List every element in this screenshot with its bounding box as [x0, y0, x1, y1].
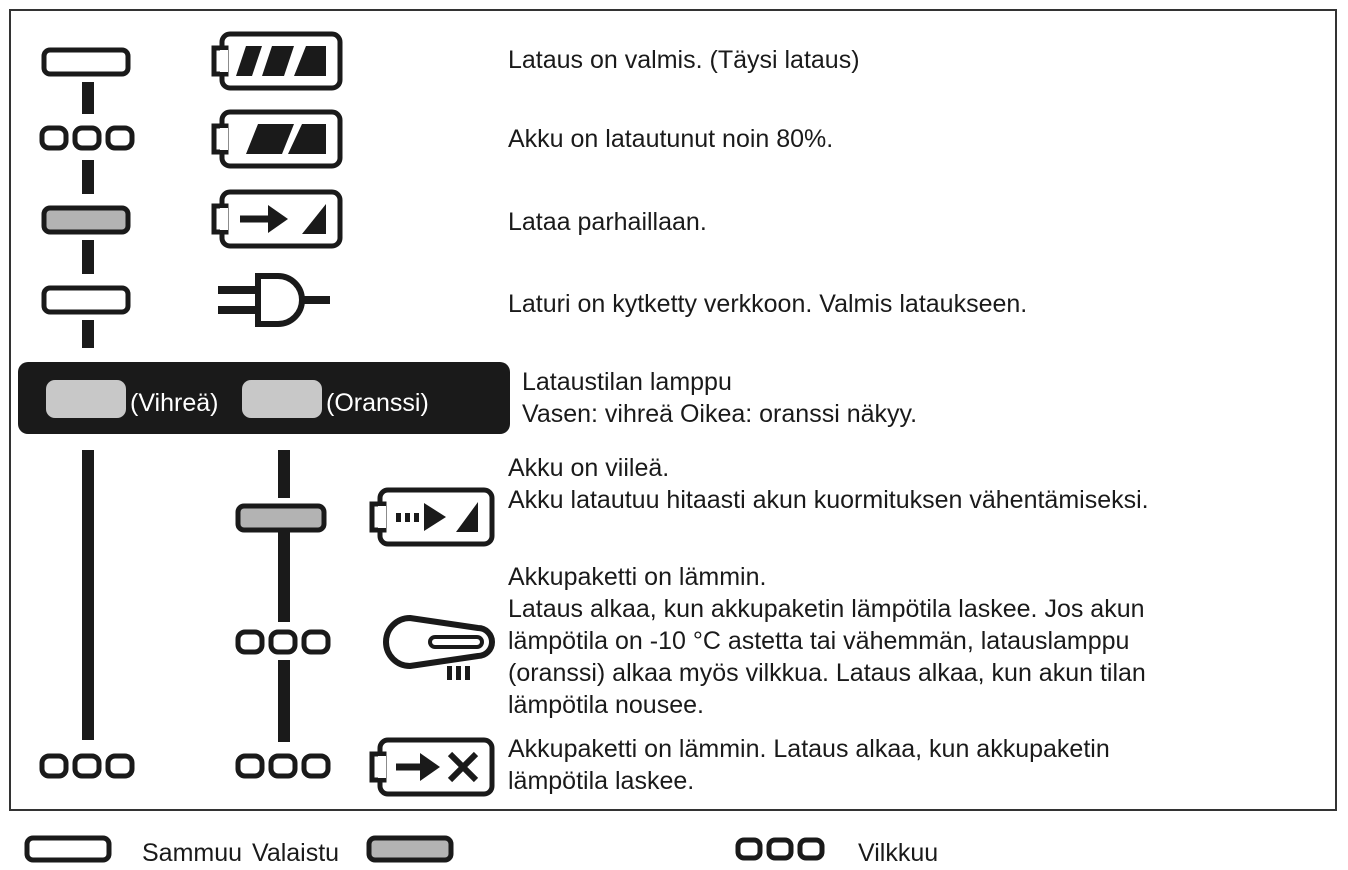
- row-hot-text-2: Lataus alkaa, kun akkupaketin lämpötila laskee. Jos akun: [508, 595, 1145, 623]
- lamp-on-charging: [44, 208, 128, 232]
- row-hot-text-4: (oranssi) alkaa myös vilkkua. Lataus alkaa, kun akun tilan: [508, 659, 1146, 687]
- row-hot-text-3: lämpötila on -10 °C astetta tai vähemmän, latauslamppu: [508, 627, 1130, 655]
- battery-80-icon: [214, 112, 340, 166]
- battery-error-icon: [372, 740, 492, 794]
- plug-icon: [218, 276, 330, 324]
- row-lamp-text-2: Vasen: vihreä Oikea: oranssi näkyy.: [522, 400, 918, 428]
- row-error-text-1: Akkupaketti on lämmin. Lataus alkaa, kun akkupaketin: [508, 735, 1110, 763]
- legend-blink-icon: [738, 840, 822, 858]
- lamp-on-cold: [238, 506, 324, 530]
- legend-blink-label: Vilkkuu: [858, 839, 939, 867]
- row-full-text: Lataus on valmis. (Täysi lataus): [508, 46, 860, 74]
- lower-connector: [82, 450, 290, 742]
- row-cold-text-2: Akku latautuu hitaasti akun kuormituksen vähentämiseksi.: [508, 486, 1149, 514]
- row-charging-text: Lataa parhaillaan.: [508, 208, 707, 236]
- lamp-blink-error-left: [42, 756, 132, 776]
- banner-green-label: (Vihreä): [130, 389, 219, 417]
- row-80-text: Akku on latautunut noin 80%.: [508, 125, 834, 153]
- row-hot-text-5: lämpötila nousee.: [508, 691, 704, 719]
- row-lamp-text-1: Lataustilan lamppu: [522, 368, 732, 396]
- legend-on-label: Valaistu: [252, 839, 340, 867]
- legend-off-icon: [27, 838, 109, 860]
- lamp-off-full: [44, 50, 128, 74]
- row-ready-text: Laturi on kytketty verkkoon. Valmis lataukseen.: [508, 290, 1028, 318]
- legend-off-label: Sammuu: [142, 839, 243, 867]
- thermometer-icon: [386, 618, 492, 680]
- row-error-text-2: lämpötila laskee.: [508, 767, 695, 795]
- lamp-off-ready: [44, 288, 128, 312]
- lamp-banner: [18, 362, 510, 434]
- lamp-blink-hot: [238, 632, 328, 652]
- battery-cold-icon: [372, 490, 492, 544]
- battery-charging-icon: [214, 192, 340, 246]
- lamp-blink-error-right: [238, 756, 328, 776]
- lamp-blink-80: [42, 128, 132, 148]
- battery-full-icon: [214, 34, 340, 88]
- banner-orange-label: (Oranssi): [326, 389, 429, 417]
- row-hot-text-1: Akkupaketti on lämmin.: [508, 563, 767, 591]
- legend-on-icon: [369, 838, 451, 860]
- row-cold-text-1: Akku on viileä.: [508, 454, 670, 482]
